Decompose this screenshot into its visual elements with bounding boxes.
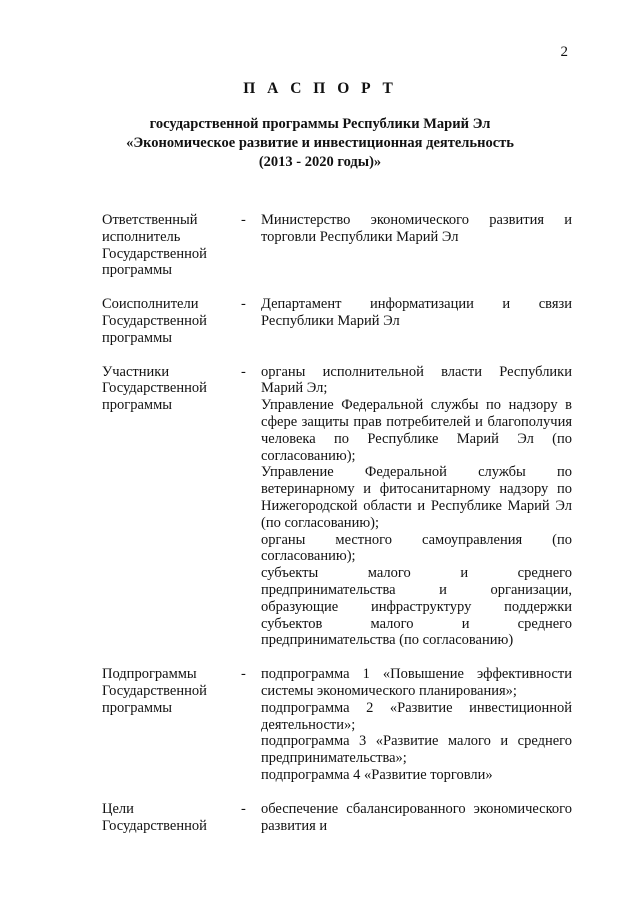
row-subprograms bbox=[102, 666, 572, 784]
passport-table bbox=[102, 212, 572, 834]
row-responsible-executor bbox=[102, 212, 572, 279]
document-title bbox=[0, 80, 640, 172]
row-goals bbox=[102, 801, 572, 835]
row-label: Соисполнители Государственной программы bbox=[102, 296, 207, 346]
row-value: Департамент информатизации и связи Республики Марий Эл bbox=[261, 296, 572, 329]
row-dash: - bbox=[241, 666, 246, 683]
row-label: Цели Государственной bbox=[102, 800, 207, 834]
row-dash: - bbox=[241, 363, 246, 380]
title-line-1: государственной программы Республики Марий Эл bbox=[149, 116, 491, 132]
row-label: Подпрограммы Государственной программы bbox=[102, 666, 207, 716]
row-label: Участники Государственной программы bbox=[102, 363, 207, 414]
row-label: Ответственный исполнитель Государственной программы bbox=[102, 212, 207, 279]
page-number: 2 bbox=[560, 44, 568, 60]
row-value: органы исполнительной власти Республики Марий Эл; Управление Федеральной службы по надзору в сфере защиты прав потребителей и благополучия человека по Республике Марий Эл (по согласованию); Управление Федеральной службы по ветеринарному и фитосанитарному надзору по Нижегородской области и Республике Марий Эл (по согласованию); органы местного самоуправления (по согласованию); субъекты малого и среднего предпринимательства и организации, образующие инфраструктуру поддержки субъектов малого и среднего предпринимательства (по согласованию) bbox=[261, 363, 572, 649]
title-main: П А С П О Р Т bbox=[243, 80, 397, 97]
row-value: Министерство экономического развития и торговли Республики Марий Эл bbox=[261, 212, 572, 245]
row-dash: - bbox=[241, 296, 246, 313]
row-dash: - bbox=[241, 212, 246, 228]
row-co-executors bbox=[102, 296, 572, 346]
row-value: подпрограмма 1 «Повышение эффективности системы экономического планирования»; подпрограмма 2 «Развитие инвестиционной деятельности»; подпрограмма 3 «Развитие малого и среднего предпринимательства»; подпрограмма 4 «Развитие торговли» bbox=[261, 666, 572, 783]
row-value: обеспечение сбалансированного экономического развития и bbox=[261, 800, 572, 834]
row-participants bbox=[102, 364, 572, 650]
title-line-2: «Экономическое развитие и инвестиционная деятельность bbox=[126, 135, 514, 151]
row-dash: - bbox=[241, 800, 246, 817]
title-line-3: (2013 - 2020 годы)» bbox=[258, 154, 382, 170]
